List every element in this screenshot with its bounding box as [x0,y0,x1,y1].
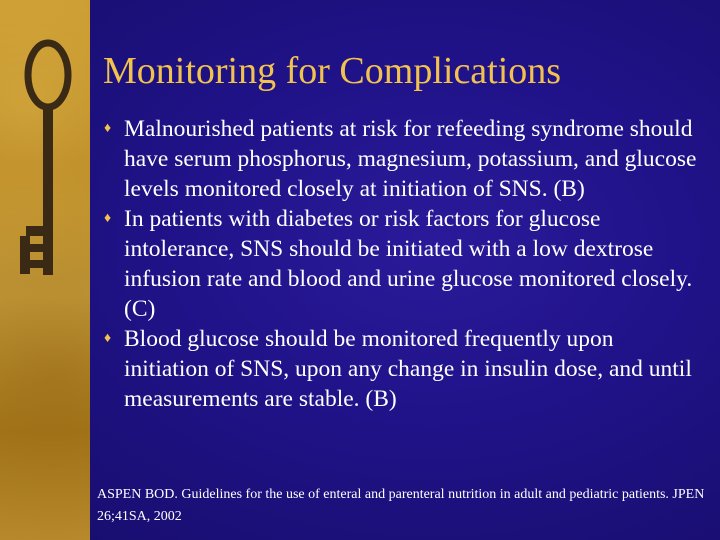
slide-title: Monitoring for Complications [103,50,562,92]
key-icon [6,30,86,300]
diamond-bullet-icon: ♦ [104,121,112,136]
parchment-strip [0,0,90,540]
bullet-text: In patients with diabetes or risk factors for glucose intolerance, SNS should be initiated with a low dextrose infusion rate and blood and urine glucose monitored closely. (C) [124,206,693,322]
bullet-text: Malnourished patients at risk for refeeding syndrome should have serum phosphorus, magnesium, potassium, and glucose levels monitored closely at initiation of SNS. (B) [124,116,697,202]
bullet-item [104,114,704,204]
diamond-bullet-icon: ♦ [104,211,112,226]
diamond-bullet-icon: ♦ [104,331,112,346]
bullet-list [104,114,704,414]
bullet-item [104,204,704,324]
bullet-text: Blood glucose should be monitored frequently upon initiation of SNS, upon any change in insulin dose, and until measurements are stable. (B) [124,326,692,412]
citation: ASPEN BOD. Guidelines for the use of enteral and parenteral nutrition in adult and pediatric patients. JPEN 26;41SA, 2002 [97,487,705,524]
bullet-item [104,324,704,414]
